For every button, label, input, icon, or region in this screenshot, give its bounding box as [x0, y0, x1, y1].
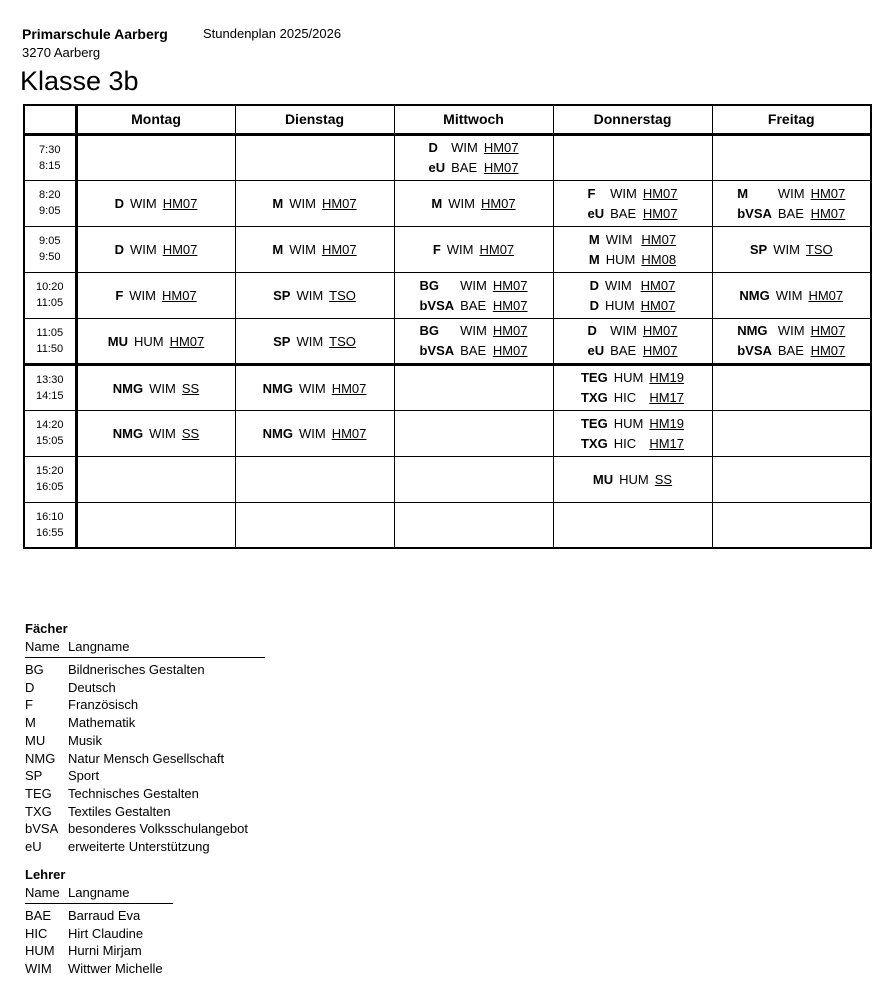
teacher-code: WIM — [777, 323, 805, 338]
lesson-group — [581, 370, 684, 405]
timetable-cell — [235, 180, 394, 226]
lesson-group — [737, 186, 845, 221]
timetable-cell — [76, 180, 235, 226]
timetable-grid — [23, 104, 872, 549]
room-code: HM07 — [331, 426, 367, 442]
teacher-code: WIM — [610, 185, 637, 201]
teacher-legend-row — [25, 942, 173, 960]
teacher-code: BAE — [25, 908, 52, 923]
day-header-freitag: Freitag — [712, 105, 871, 134]
timetable-cell — [76, 318, 235, 364]
subject-code: M — [431, 196, 443, 212]
time-slot — [24, 272, 76, 318]
subject-code: D — [589, 277, 600, 293]
lesson-group — [272, 196, 356, 211]
room-code: HM07 — [161, 288, 197, 304]
day-header-dienstag: Dienstag — [235, 105, 394, 134]
teacher-code: HIC — [25, 925, 48, 941]
room-code: HM07 — [640, 277, 676, 293]
teachers-legend-col-longname: Langname — [68, 885, 130, 900]
subject-longname: Französisch — [68, 697, 139, 713]
subject-code: TEG — [25, 785, 52, 801]
subject-code: eU — [25, 839, 42, 855]
lesson-group — [750, 242, 833, 257]
teacher-longname: Barraud Eva — [68, 908, 141, 923]
room-code: HM07 — [483, 160, 519, 175]
teacher-code: WIM — [149, 426, 176, 442]
subject-code: BG — [25, 662, 44, 677]
teacher-code: BAE — [777, 343, 804, 358]
subject-legend-row — [25, 767, 265, 785]
lesson-group — [273, 288, 356, 303]
timetable-row — [24, 318, 871, 364]
time-label: 8:20 — [39, 189, 61, 201]
teacher-code: WIM — [289, 242, 316, 258]
room-code: HM19 — [649, 415, 685, 431]
teacher-code: HUM — [133, 333, 164, 349]
subject-legend-row — [25, 679, 265, 697]
lesson-group — [431, 196, 515, 211]
time-label: 10:20 — [35, 281, 64, 293]
day-header-montag: Montag — [76, 105, 235, 134]
subject-code: NMG — [262, 426, 293, 442]
timetable-cell — [76, 456, 235, 502]
timetable-cell — [235, 502, 394, 548]
room-code: SS — [181, 426, 200, 442]
teacher-code: BAE — [460, 297, 487, 313]
lesson-group — [115, 288, 196, 303]
room-code: HM07 — [808, 288, 844, 304]
teacher-code: HUM — [613, 370, 644, 385]
room-code: HM17 — [649, 435, 685, 451]
teachers-legend-header — [25, 885, 173, 904]
time-label: 15:05 — [35, 435, 64, 447]
subject-longname: Sport — [68, 768, 100, 784]
room-code: HM07 — [642, 185, 678, 201]
timetable-corner-cell — [24, 105, 76, 134]
timetable-cell — [394, 364, 553, 410]
timetable-cell — [76, 502, 235, 548]
teacher-code: WIM — [460, 277, 487, 293]
room-code: HM07 — [810, 323, 846, 338]
subject-code: M — [588, 251, 600, 267]
lesson-group — [113, 381, 199, 396]
subject-longname: Mathematik — [68, 715, 136, 731]
timetable-cell — [235, 272, 394, 318]
lesson-group — [108, 334, 205, 349]
room-code: HM07 — [162, 196, 198, 212]
time-label: 14:20 — [35, 419, 64, 431]
lesson-group — [593, 472, 672, 487]
timetable-cell — [712, 318, 871, 364]
time-label: 9:05 — [39, 235, 61, 247]
lesson-group — [739, 288, 843, 303]
subject-code: M — [588, 231, 600, 247]
lesson-group — [589, 232, 676, 267]
teacher-code: WIM — [25, 961, 52, 977]
timetable-cell — [394, 272, 553, 318]
room-code: HM07 — [492, 277, 528, 293]
time-label: 16:55 — [35, 526, 64, 539]
timetable-row — [24, 180, 871, 226]
subjects-legend — [25, 621, 265, 856]
room-code: HM07 — [483, 140, 519, 155]
subject-legend-row — [25, 732, 265, 750]
plan-title: Stundenplan 2025/2026 — [203, 26, 342, 41]
time-slot — [24, 318, 76, 364]
timetable-cell — [712, 364, 871, 410]
teacher-code: WIM — [149, 380, 176, 396]
subject-legend-row — [25, 714, 265, 732]
lesson-group — [433, 242, 514, 257]
timetable-cell — [712, 410, 871, 456]
time-label: 11:05 — [36, 297, 64, 309]
room-code: HM08 — [641, 251, 677, 267]
time-label: 14:15 — [35, 389, 64, 402]
subjects-legend-header — [25, 639, 265, 658]
subject-code: D — [114, 196, 124, 212]
day-header-mittwoch: Mittwoch — [394, 105, 553, 134]
subject-code: SP — [273, 333, 291, 349]
subjects-legend-col-longname: Langname — [68, 639, 130, 654]
timetable-cell — [394, 180, 553, 226]
subject-code: NMG — [25, 750, 56, 766]
teacher-code: WIM — [610, 323, 637, 338]
time-label: 9:50 — [39, 251, 61, 263]
lesson-group — [581, 416, 684, 451]
lesson-group — [263, 426, 367, 441]
day-header-donnerstag: Donnerstag — [553, 105, 712, 134]
lesson-group — [737, 323, 845, 358]
subject-code: D — [25, 679, 35, 695]
room-code: HM07 — [480, 196, 516, 212]
room-code: HM07 — [810, 343, 846, 358]
subject-code: SP — [273, 288, 291, 304]
subject-code: NMG — [737, 323, 768, 338]
teacher-code: HIC — [613, 390, 637, 405]
subjects-legend-title: Fächer — [25, 621, 68, 636]
teacher-code: HIC — [613, 435, 637, 451]
timetable-cell — [394, 502, 553, 548]
time-slot — [24, 226, 76, 272]
lesson-group — [272, 242, 356, 257]
timetable-cell — [553, 410, 712, 456]
room-code: HM07 — [321, 242, 357, 258]
time-label: 15:20 — [35, 465, 64, 477]
subject-code: MU — [25, 732, 46, 748]
teacher-legend-row — [25, 925, 173, 943]
timetable-cell — [712, 180, 871, 226]
teacher-code: WIM — [773, 242, 800, 258]
timetable-cell — [394, 226, 553, 272]
teacher-code: BAE — [777, 205, 804, 221]
timetable-cell — [712, 502, 871, 548]
timetable-cell — [394, 134, 553, 180]
lesson-group — [115, 242, 198, 257]
timetable-cell — [76, 410, 235, 456]
timetable-cell — [235, 226, 394, 272]
subject-code: bVSA — [419, 343, 455, 358]
subject-longname: Musik — [68, 732, 102, 748]
teacher-code: WIM — [298, 380, 326, 396]
teacher-code: WIM — [775, 288, 803, 304]
teacher-code: WIM — [451, 140, 478, 155]
teacher-code: WIM — [605, 277, 632, 293]
timetable-cell — [553, 226, 712, 272]
subject-code: D — [114, 242, 124, 258]
room-code: HM07 — [321, 196, 357, 212]
time-label: 16:05 — [35, 481, 64, 493]
page-title: Klasse 3b — [20, 66, 139, 96]
subject-code: bVSA — [737, 205, 772, 221]
timetable-cell — [553, 364, 712, 410]
teacher-code: WIM — [446, 242, 474, 258]
room-code: SS — [181, 380, 200, 396]
timetable-cell — [712, 134, 871, 180]
teacher-code: WIM — [296, 333, 324, 349]
teacher-code: WIM — [298, 426, 326, 442]
subject-code: M — [25, 715, 36, 731]
subject-code: D — [587, 323, 597, 338]
teacher-longname: Wittwer Michelle — [68, 961, 163, 977]
room-code: HM17 — [649, 390, 685, 405]
subject-code: MU — [107, 333, 128, 349]
subject-code: NMG — [112, 380, 144, 396]
subject-code: BG — [419, 277, 439, 293]
subject-code: F — [587, 185, 596, 201]
timetable-cell — [394, 410, 553, 456]
subjects-legend-col-name: Name — [25, 639, 60, 654]
room-code: SS — [654, 472, 673, 488]
teacher-code: WIM — [605, 231, 633, 247]
room-code: HM07 — [642, 343, 678, 358]
lesson-group — [273, 334, 356, 349]
subject-code: NMG — [739, 288, 770, 304]
room-code: HM07 — [640, 297, 676, 313]
teacher-legend-row — [25, 907, 173, 925]
subject-code: F — [115, 288, 124, 304]
time-label: 7:30 — [39, 143, 61, 156]
teacher-code: WIM — [296, 288, 324, 304]
teachers-legend-col-name: Name — [25, 885, 60, 900]
timetable-cell — [553, 180, 712, 226]
subject-code: eU — [587, 205, 605, 221]
time-label: 11:50 — [36, 342, 64, 355]
subject-code: F — [432, 242, 441, 258]
teacher-code: WIM — [129, 242, 157, 258]
subject-longname: erweiterte Unterstützung — [68, 839, 210, 855]
room-code: HM07 — [642, 205, 678, 221]
subject-code: TXG — [580, 390, 608, 405]
teacher-code: HUM — [605, 251, 636, 267]
subject-code: M — [272, 242, 284, 258]
timetable-cell — [235, 134, 394, 180]
room-code: TSO — [329, 333, 356, 349]
timetable-cell — [712, 456, 871, 502]
lesson-group — [263, 381, 367, 396]
room-code: HM07 — [810, 205, 846, 221]
time-slot — [24, 456, 76, 502]
subject-code: eU — [587, 343, 605, 358]
timetable-cell — [553, 456, 712, 502]
room-code: HM07 — [492, 323, 528, 338]
subject-code: TEG — [580, 370, 608, 385]
teachers-legend-title: Lehrer — [25, 867, 66, 882]
teacher-code: HUM — [605, 297, 635, 313]
subject-legend-row — [25, 696, 265, 714]
subject-legend-row — [25, 838, 265, 856]
subject-code: D — [428, 140, 438, 155]
subject-legend-row — [25, 750, 265, 768]
lesson-group — [113, 426, 199, 441]
timetable-row — [24, 226, 871, 272]
teacher-code: BAE — [460, 343, 487, 358]
room-code: HM19 — [649, 370, 685, 385]
timetable-row — [24, 410, 871, 456]
teacher-code: WIM — [129, 196, 157, 212]
subject-code: NMG — [262, 380, 293, 396]
lesson-group — [428, 140, 518, 175]
subject-code: NMG — [112, 426, 144, 442]
subject-code: eU — [428, 160, 446, 175]
lesson-group — [419, 278, 527, 313]
room-code: TSO — [805, 242, 833, 258]
time-slot — [24, 134, 76, 180]
subject-code: SP — [25, 768, 43, 784]
timetable-cell — [712, 272, 871, 318]
subject-code: TXG — [25, 803, 52, 819]
room-code: HM07 — [479, 242, 515, 258]
timetable-cell — [235, 410, 394, 456]
subject-code: MU — [592, 472, 614, 488]
subject-longname: Bildnerisches Gestalten — [68, 662, 205, 677]
time-slot — [24, 180, 76, 226]
time-slot — [24, 502, 76, 548]
subject-legend-row — [25, 661, 265, 679]
teachers-legend — [25, 867, 173, 978]
room-code: HM07 — [492, 343, 528, 358]
timetable-cell — [76, 272, 235, 318]
room-code: HM07 — [331, 380, 367, 396]
school-city: 3270 Aarberg — [22, 45, 101, 60]
room-code: TSO — [329, 288, 356, 304]
teacher-code: WIM — [777, 185, 805, 201]
timetable-cell — [235, 456, 394, 502]
time-label: 16:10 — [35, 510, 64, 523]
subject-code: TXG — [580, 435, 608, 451]
timetable-row — [24, 272, 871, 318]
teacher-code: BAE — [451, 160, 478, 175]
timetable-cell — [553, 502, 712, 548]
timetable-row — [24, 502, 871, 548]
teacher-code: WIM — [289, 196, 316, 212]
time-label: 8:15 — [39, 159, 61, 172]
timetable-cell — [76, 226, 235, 272]
time-slot — [24, 364, 76, 410]
subject-longname: besonderes Volksschulangebot — [68, 821, 248, 837]
lesson-group — [115, 196, 198, 211]
timetable-cell — [235, 364, 394, 410]
teacher-code: HUM — [25, 943, 55, 959]
subject-longname: Deutsch — [68, 679, 116, 695]
timetable-cell — [76, 364, 235, 410]
lesson-group — [587, 323, 677, 358]
lesson-group — [587, 186, 677, 221]
timetable-cell — [553, 272, 712, 318]
timetable-cell — [394, 456, 553, 502]
teacher-code: WIM — [460, 323, 487, 338]
teacher-longname: Hirt Claudine — [68, 925, 144, 941]
teacher-code: HUM — [619, 472, 649, 488]
time-slot — [24, 410, 76, 456]
room-code: HM07 — [641, 231, 677, 247]
timetable-cell — [394, 318, 553, 364]
subject-code: M — [272, 196, 284, 212]
timetable-cell — [235, 318, 394, 364]
school-name: Primarschule Aarberg — [22, 26, 168, 42]
timetable-cell — [553, 134, 712, 180]
time-label: 11:05 — [36, 326, 64, 339]
teacher-code: BAE — [610, 205, 637, 221]
timetable-header — [24, 105, 871, 134]
room-code: HM07 — [492, 297, 528, 313]
subject-code: BG — [419, 323, 439, 338]
subject-legend-row — [25, 785, 265, 803]
timetable-cell — [553, 318, 712, 364]
subject-code: bVSA — [25, 821, 59, 837]
room-code: HM07 — [810, 185, 846, 201]
teacher-code: HUM — [613, 415, 644, 431]
subject-code: D — [589, 297, 600, 313]
teacher-longname: Hurni Mirjam — [68, 943, 142, 959]
subject-code: bVSA — [419, 297, 455, 313]
room-code: HM07 — [162, 242, 198, 258]
teacher-code: WIM — [448, 196, 475, 212]
subject-longname: Textiles Gestalten — [68, 803, 171, 819]
subject-code: SP — [749, 242, 768, 258]
timetable-cell — [712, 226, 871, 272]
timetable-row — [24, 456, 871, 502]
time-label: 13:30 — [35, 373, 64, 386]
subject-code: TEG — [580, 415, 608, 431]
subject-code: bVSA — [737, 343, 772, 358]
subject-legend-row — [25, 803, 265, 821]
subject-longname: Natur Mensch Gesellschaft — [68, 750, 225, 766]
subject-legend-row — [25, 820, 265, 838]
lesson-group — [419, 323, 527, 358]
teacher-code: BAE — [610, 343, 637, 358]
teacher-code: WIM — [129, 288, 156, 304]
lesson-group — [590, 278, 676, 313]
subject-longname: Technisches Gestalten — [68, 785, 199, 801]
time-label: 9:05 — [39, 205, 61, 217]
room-code: HM07 — [169, 333, 205, 349]
subject-code: F — [25, 697, 33, 713]
timetable-row — [24, 134, 871, 180]
timetable-cell — [76, 134, 235, 180]
teacher-legend-row — [25, 960, 173, 978]
subject-code: M — [737, 185, 749, 201]
room-code: HM07 — [642, 323, 678, 338]
timetable-row — [24, 364, 871, 410]
